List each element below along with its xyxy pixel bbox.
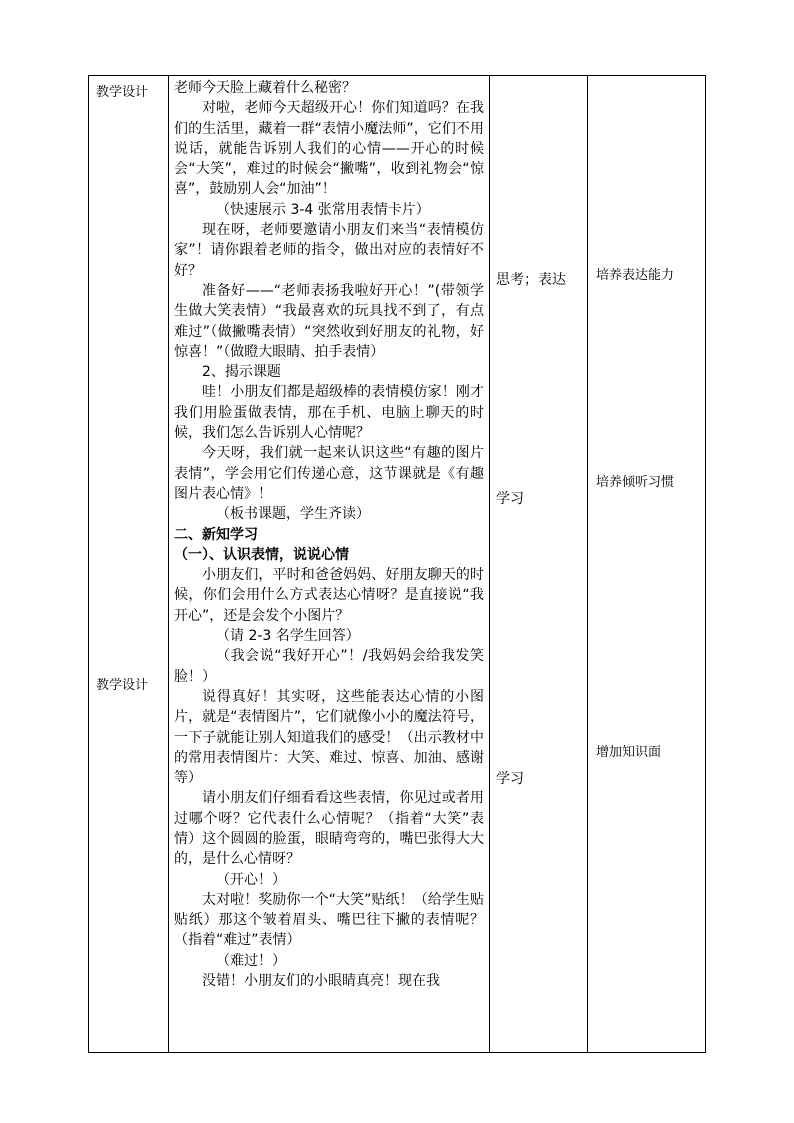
- paragraph: 现在呀，老师要邀请小朋友们来当“表情模仿家”！请你跟着老师的指令，做出对应的表情好不好？: [174, 222, 484, 279]
- student-activity-learn-1: 学习: [496, 491, 524, 507]
- teaching-process-text: [174, 78, 484, 991]
- lesson-plan-table: [88, 75, 706, 1053]
- paragraph: （快速展示 3-4 张常用表情卡片）: [216, 201, 430, 218]
- student-activity-learn-2: 学习: [496, 771, 524, 787]
- paragraph: 老师今天脸上藏着什么秘密？: [174, 80, 356, 96]
- paragraph: 请小朋友们仔细看看这些表情，你见过或者用过哪个呀？它代表什么心情呢？（指着“大笑”表情）这个圆圆的脸蛋，眼睛弯弯的，嘴巴张得大大的，是什么心情呀？: [174, 790, 484, 868]
- paragraph: 没错！小朋友们的小眼睛真亮！现在我: [202, 973, 440, 990]
- paragraph: 太对啦！奖励你一个“大笑”贴纸！（给学生贴贴纸）那这个皱着眉头、嘴巴往下撇的表情呢？（指着“难过”表情）: [174, 891, 484, 949]
- paragraph: （开心！）: [216, 871, 286, 888]
- paragraph: （难过！）: [216, 952, 286, 969]
- subsection-heading: （一）、认识表情，说说心情: [174, 546, 349, 563]
- paragraph: 说得真好！其实呀，这些能表达心情的小图片，就是“表情图片”，它们就像小小的魔法符号，一下子就能让别人知道我们的感受！（出示教材中的常用表情图片：大笑、难过、惊喜、加油、感谢等）: [174, 688, 484, 787]
- paragraph: 今天呀，我们就一起来认识这些“有趣的图片表情”，学会用它们传递心意，这节课就是《有趣图片表心情》！: [174, 445, 484, 502]
- design-intent-knowledge: 增加知识面: [596, 745, 662, 760]
- column-divider-3: [587, 76, 588, 1052]
- design-intent-listening: 培养倾听习惯: [596, 475, 675, 490]
- paragraph: （板书课题，学生齐读）: [216, 506, 370, 523]
- section-label-middle: 教学设计: [96, 678, 149, 693]
- design-intent-expression: 培养表达能力: [596, 268, 675, 283]
- paragraph: （请 2-3 名学生回答）: [216, 628, 360, 645]
- section-label-top: 教学设计: [96, 85, 149, 100]
- paragraph: （我会说“我好开心”！/我妈妈会给我发笑脸！）: [174, 648, 484, 685]
- paragraph: 哇！小朋友们都是超级棒的表情模仿家！刚才我们用脸蛋做表情，那在手机、电脑上聊天的时候，我们怎么告诉别人心情呢？: [174, 384, 484, 442]
- column-divider-2: [489, 76, 490, 1052]
- subheading: 2、揭示课题: [202, 364, 281, 381]
- paragraph: 对啦，老师今天超级开心！你们知道吗？在我们的生活里，藏着一群“表情小魔法师”，它们不用说话，就能告诉别人我们的心情——开心的时候会“大笑”，难过的时候会“撇嘴”，收到礼物会“惊喜”，鼓励别人会“加油”！: [174, 100, 484, 198]
- student-activity-think-express: 思考；表达: [496, 272, 566, 288]
- paragraph: 准备好——“老师表扬我啦好开心！”(带领学生做大笑表情）“我最喜欢的玩具找不到了，有点难过”（做撇嘴表情）“突然收到好朋友的礼物，好惊喜！”（做瞪大眼睛、拍手表情）: [174, 282, 484, 360]
- section-heading: 二、新知学习: [174, 526, 258, 543]
- column-divider-1: [168, 76, 169, 1052]
- paragraph: 小朋友们，平时和爸爸妈妈、好朋友聊天的时候，你们会用什么方式表达心情呀？是直接说“我开心”，还是会发个小图片？: [174, 567, 484, 624]
